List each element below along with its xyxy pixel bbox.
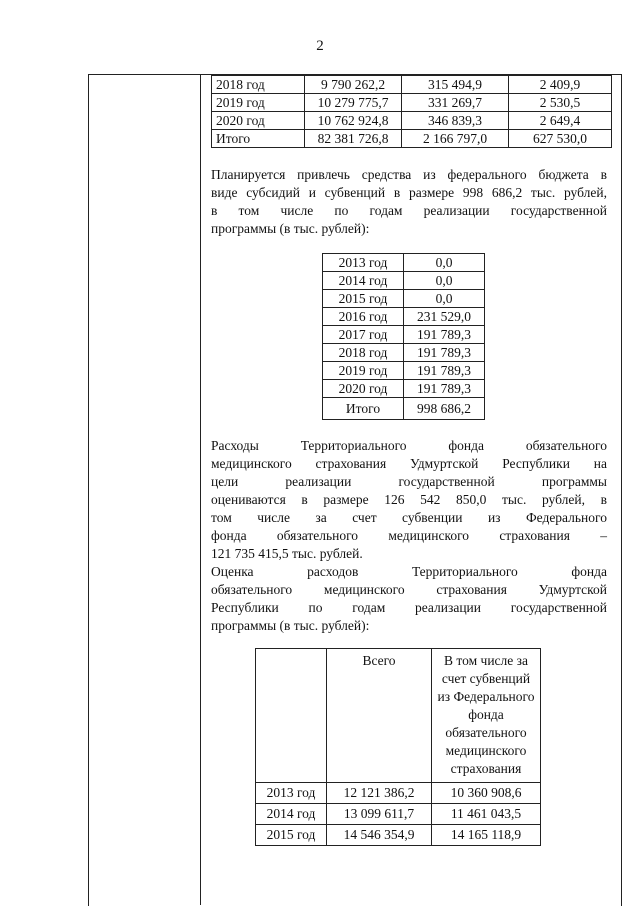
table-header-row xyxy=(256,649,541,783)
text-line: виде субсидий и субвенций в размере 998 686,2 тыс. рублей, xyxy=(211,185,607,200)
table-cell: 2016 год xyxy=(323,308,404,326)
table-header-cell: В том числе за счет субвенций из Федерального фонда обязательного медицинского страхования xyxy=(432,649,541,783)
text-line: Оценка расходов Территориального фонда xyxy=(211,564,607,579)
table-row xyxy=(256,804,541,825)
table-row xyxy=(323,344,485,362)
table-cell: 2 649,4 xyxy=(509,112,612,130)
table-cell: 14 546 354,9 xyxy=(327,825,432,846)
funding-by-year-table xyxy=(211,75,612,148)
table-row xyxy=(212,94,612,112)
table-header-cell: Всего xyxy=(327,649,432,783)
table-cell: 14 165 118,9 xyxy=(432,825,541,846)
table-cell: 627 530,0 xyxy=(509,130,612,148)
table-cell: 82 381 726,8 xyxy=(305,130,402,148)
text-line: фонда обязательного медицинского страхования – xyxy=(211,528,607,543)
table-cell: 2014 год xyxy=(323,272,404,290)
table-cell: 11 461 043,5 xyxy=(432,804,541,825)
table-cell: 231 529,0 xyxy=(404,308,485,326)
text-line: программы (в тыс. рублей): xyxy=(211,221,370,236)
text-line: том числе за счет субвенции из Федерального xyxy=(211,510,607,525)
table-row xyxy=(323,290,485,308)
table-cell: 2020 год xyxy=(212,112,305,130)
text-line: оцениваются в размере 126 542 850,0 тыс. рублей, в xyxy=(211,492,607,507)
federal-budget-paragraph xyxy=(211,166,607,238)
table-cell: 191 789,3 xyxy=(404,344,485,362)
table-cell: 13 099 611,7 xyxy=(327,804,432,825)
table-row xyxy=(323,326,485,344)
table-cell: 315 494,9 xyxy=(402,76,509,94)
table-cell: 0,0 xyxy=(404,272,485,290)
table-cell: 346 839,3 xyxy=(402,112,509,130)
text-line: Республики по годам реализации государственной xyxy=(211,600,607,615)
tfoms-estimate-paragraph xyxy=(211,563,607,635)
table-cell: Итого xyxy=(212,130,305,148)
text-line: 121 735 415,5 тыс. рублей. xyxy=(211,546,363,561)
tfoms-expenses-paragraph xyxy=(211,437,607,563)
table-cell: 2013 год xyxy=(256,783,327,804)
table-row xyxy=(323,272,485,290)
table-cell: 331 269,7 xyxy=(402,94,509,112)
page-number: 2 xyxy=(316,38,324,54)
federal-subsidies-table xyxy=(322,253,485,420)
text-line: программы (в тыс. рублей): xyxy=(211,618,370,633)
text-line: цели реализации государственной программы xyxy=(211,474,607,489)
table-row xyxy=(323,362,485,380)
table-cell: 10 279 775,7 xyxy=(305,94,402,112)
table-row-total xyxy=(212,130,612,148)
table-cell: 0,0 xyxy=(404,290,485,308)
table-row xyxy=(323,254,485,272)
table-cell: 2 409,9 xyxy=(509,76,612,94)
text-line: обязательного медицинского страхования Удмуртской xyxy=(211,582,607,597)
table-row-total xyxy=(323,398,485,420)
table-cell: 191 789,3 xyxy=(404,362,485,380)
table-cell: 2 530,5 xyxy=(509,94,612,112)
table-cell: 2013 год xyxy=(323,254,404,272)
table-cell: 2 166 797,0 xyxy=(402,130,509,148)
tfoms-expenses-table xyxy=(255,648,541,846)
table-cell: 10 360 908,6 xyxy=(432,783,541,804)
table-cell: Итого xyxy=(323,398,404,420)
table-row xyxy=(256,783,541,804)
table-cell: 2015 год xyxy=(256,825,327,846)
table-cell: 12 121 386,2 xyxy=(327,783,432,804)
table-row xyxy=(212,76,612,94)
text-line: медицинского страхования Удмуртской Республики на xyxy=(211,456,607,471)
frame-column-divider xyxy=(200,74,201,905)
table-row xyxy=(256,825,541,846)
text-line: Планируется привлечь средства из федерального бюджета в xyxy=(211,167,607,182)
text-line: Расходы Территориального фонда обязательного xyxy=(211,438,607,453)
table-cell: 9 790 262,2 xyxy=(305,76,402,94)
table-cell: 0,0 xyxy=(404,254,485,272)
table-cell: 2018 год xyxy=(212,76,305,94)
table-row xyxy=(323,380,485,398)
table-cell: 2019 год xyxy=(212,94,305,112)
table-cell: 191 789,3 xyxy=(404,380,485,398)
table-cell: 2014 год xyxy=(256,804,327,825)
text-line: в том числе по годам реализации государственной xyxy=(211,203,607,218)
table-cell: 10 762 924,8 xyxy=(305,112,402,130)
table-cell: 2020 год xyxy=(323,380,404,398)
table-row xyxy=(323,308,485,326)
table-cell: 2019 год xyxy=(323,362,404,380)
table-cell: 191 789,3 xyxy=(404,326,485,344)
table-cell: 2018 год xyxy=(323,344,404,362)
table-cell: 2017 год xyxy=(323,326,404,344)
table-cell: 998 686,2 xyxy=(404,398,485,420)
table-row xyxy=(212,112,612,130)
table-header-cell xyxy=(256,649,327,783)
table-cell: 2015 год xyxy=(323,290,404,308)
